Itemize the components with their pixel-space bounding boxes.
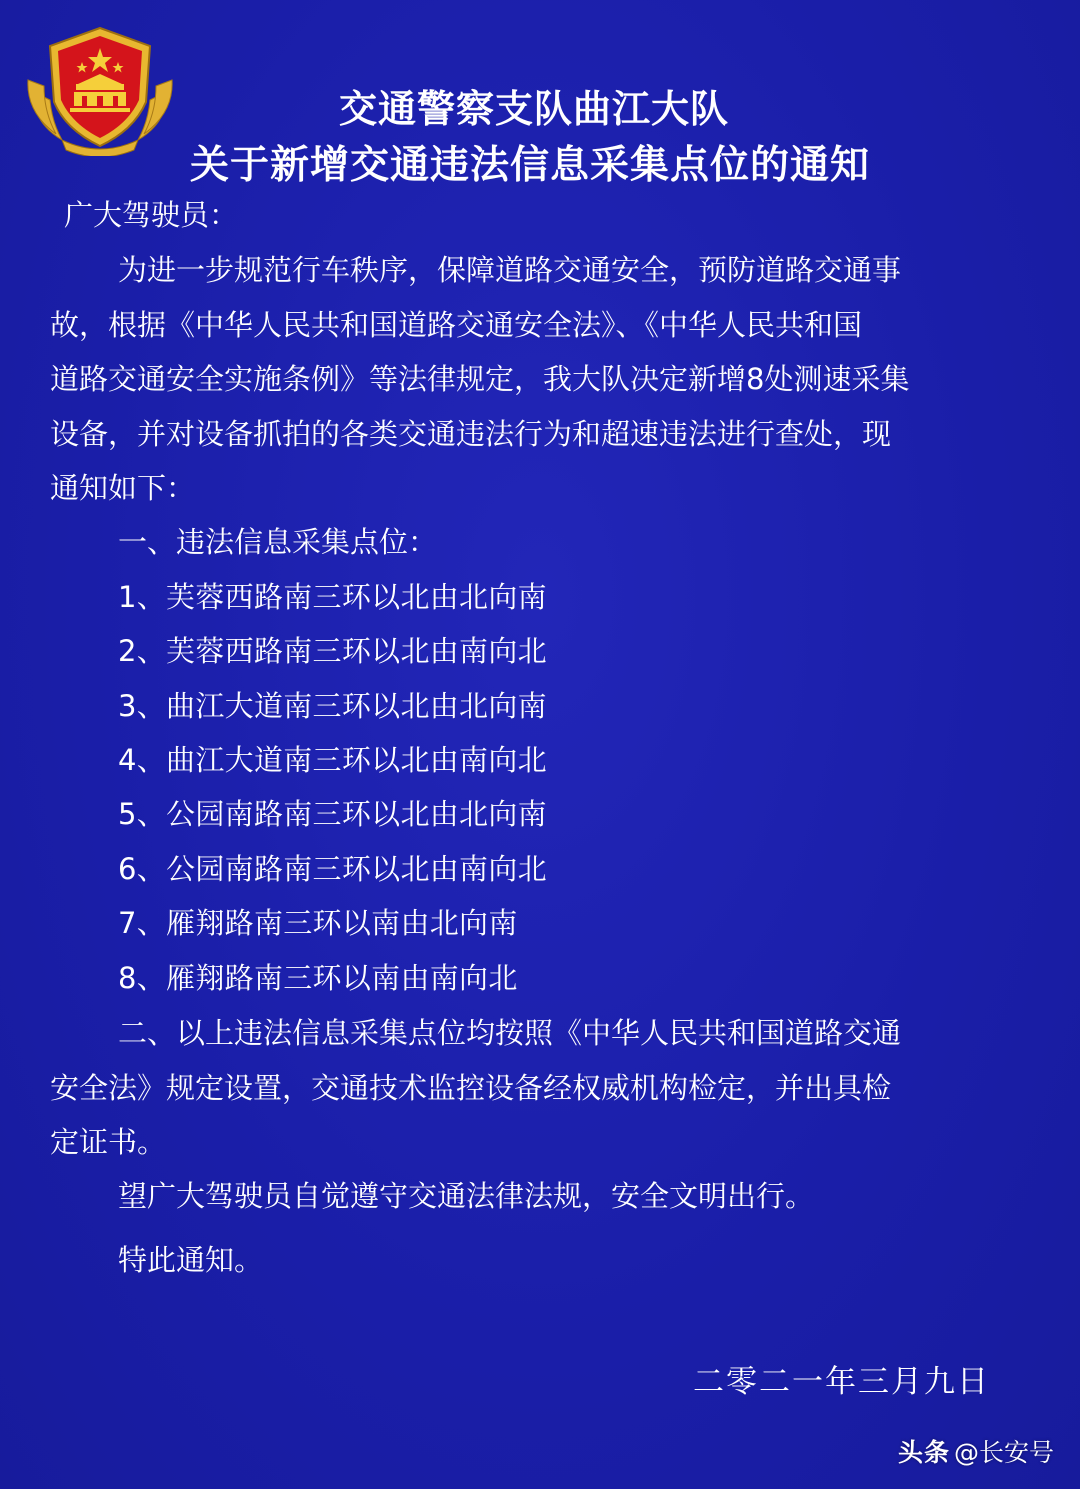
location-item: 7、雁翔路南三环以南由北向南 bbox=[118, 906, 518, 940]
location-item: 8、雁翔路南三环以南由南向北 bbox=[118, 961, 518, 995]
location-item: 3、曲江大道南三环以北由北向南 bbox=[118, 689, 547, 723]
notice-title-line2: 关于新增交通违法信息采集点位的通知 bbox=[189, 143, 870, 188]
watermark-handle: @长安号 bbox=[953, 1438, 1054, 1467]
section2-line: 定证书。 bbox=[50, 1125, 167, 1159]
intro-line: 故，根据《中华人民共和国道路交通安全法》、《中华人民共和国 bbox=[50, 307, 863, 342]
section2-paragraph bbox=[50, 1013, 901, 1177]
location-item: 2、芙蓉西路南三环以北由南向北 bbox=[118, 634, 547, 668]
intro-line: 道路交通安全实施条例》等法律规定，我大队决定新增8处测速采集 bbox=[50, 362, 910, 396]
source-watermark bbox=[898, 1433, 1054, 1469]
location-item: 6、公园南路南三环以北由南向北 bbox=[118, 852, 547, 886]
section2-line: 安全法》规定设置，交通技术监控设备经权威机构检定，并出具检 bbox=[50, 1070, 892, 1105]
salutation: 广大驾驶员： bbox=[64, 198, 239, 232]
intro-paragraph bbox=[50, 250, 1040, 523]
intro-line: 为进一步规范行车秩序，保障道路交通安全，预防道路交通事 bbox=[118, 253, 902, 287]
location-item: 4、曲江大道南三环以北由南向北 bbox=[118, 743, 547, 777]
watermark-brand: 头条 bbox=[897, 1438, 950, 1467]
location-item: 5、公园南路南三环以北由北向南 bbox=[118, 797, 547, 831]
intro-line: 设备，并对设备抓拍的各类交通违法行为和超速违法进行查处，现 bbox=[50, 416, 892, 451]
location-item: 1、芙蓉西路南三环以北由北向南 bbox=[118, 580, 547, 614]
section1-heading: 一、违法信息采集点位： bbox=[118, 525, 438, 559]
intro-line: 通知如下： bbox=[50, 471, 196, 505]
notice-date: 二零二一年三月九日 bbox=[693, 1364, 990, 1400]
closing-line: 特此通知。 bbox=[118, 1243, 264, 1277]
notice-title-line1: 交通警察支队曲江大队 bbox=[338, 87, 729, 131]
closing-line: 望广大驾驶员自觉遵守交通法律法规，安全文明出行。 bbox=[118, 1179, 815, 1213]
section2-line: 二、以上违法信息采集点位均按照《中华人民共和国道路交通 bbox=[118, 1016, 902, 1050]
